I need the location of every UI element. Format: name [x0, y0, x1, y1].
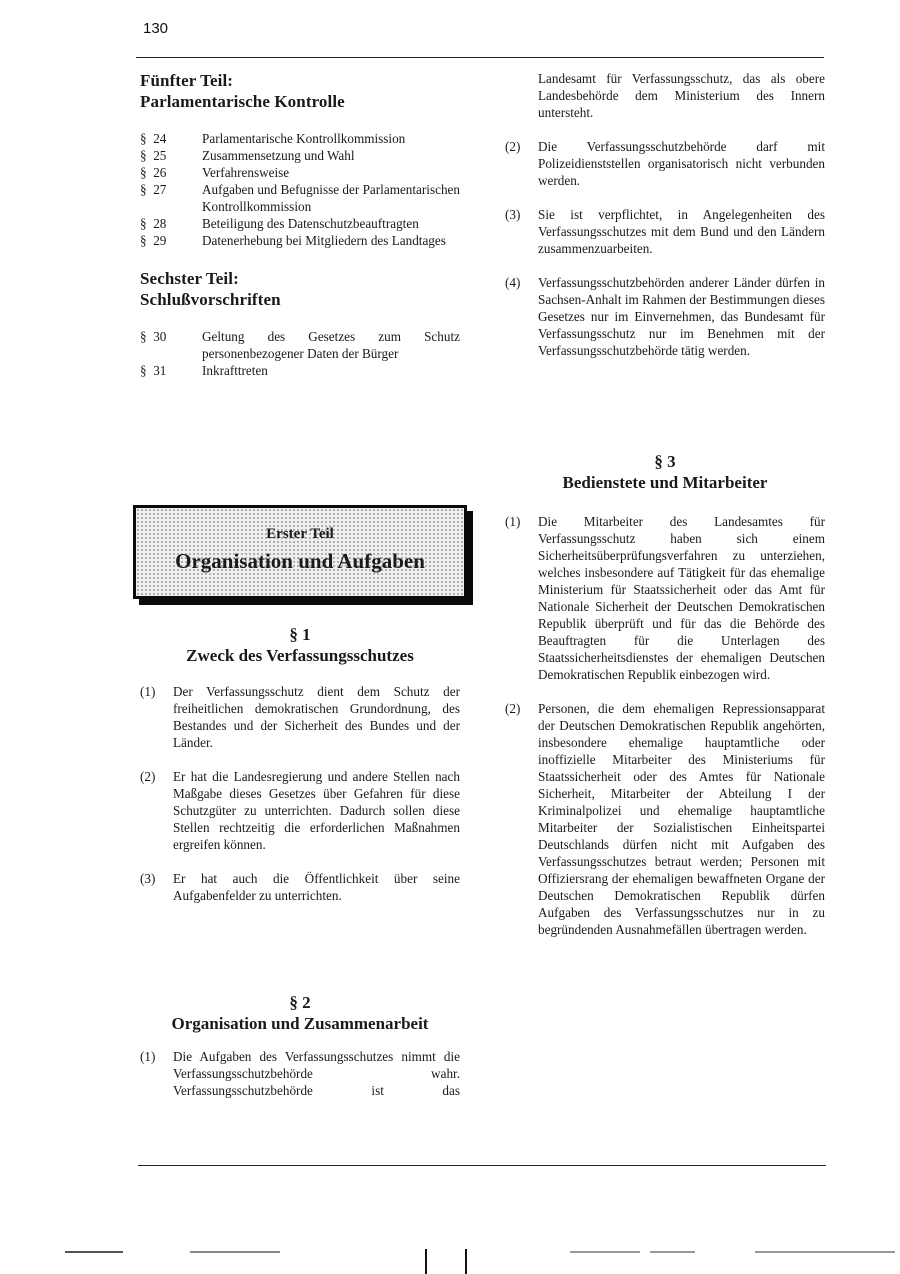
scan-bar — [425, 1249, 427, 1274]
paragraph-text: Er hat auch die Öffentlichkeit über seine Aufgabenfelder zu unterrichten. — [173, 871, 460, 903]
paragraph — [140, 1048, 460, 1099]
part-one-banner — [133, 505, 467, 599]
part-six-title: Schlußvorschriften — [140, 290, 281, 309]
section-number: § 1 — [289, 625, 311, 644]
paragraph — [505, 513, 825, 683]
toc-item — [140, 181, 460, 215]
toc-title: Aufgaben und Befugnisse der Parlamentarischen Kontrollkommission — [202, 182, 460, 214]
paragraph — [140, 683, 460, 751]
toc-number: § 28 — [140, 216, 167, 231]
toc-item — [140, 164, 460, 181]
part-six — [140, 268, 460, 379]
toc-title: Beteiligung des Datenschutzbeauftragten — [202, 216, 419, 231]
scan-mark — [570, 1251, 640, 1253]
scan-mark — [755, 1251, 895, 1253]
section-1 — [140, 624, 460, 904]
paragraph-number: (3) — [505, 207, 521, 222]
section-1-heading — [140, 624, 460, 666]
section-2 — [140, 992, 460, 1099]
paragraph — [505, 138, 825, 189]
paragraph-number: (2) — [505, 139, 521, 154]
paragraph-text: Die Mitarbeiter des Landesamtes für Verfassungsschutz haben sich einem Sicherheitsüberprüfungsverfahren zu unterziehen, welches insbesondere auf Tätigkeit für das ehemalige Ministerium für Staatssicherheit oder das Amt für Nationale Sicherheit der Deutschen Demokratischen Republik überprüft und für das die Behörde des Beauftragten für die Unterlagen des Staatssicherheitsdienstes der ehemaligen Deutschen Demokratischen Republik einbezogen wird. — [538, 514, 825, 682]
left-column — [140, 70, 460, 379]
paragraph-number: (3) — [140, 871, 156, 886]
section-3-heading — [505, 451, 825, 493]
paragraph-number: (1) — [140, 1049, 156, 1064]
section-number: § 3 — [654, 452, 676, 471]
scan-mark — [190, 1251, 280, 1253]
part-five-label: Fünfter Teil: — [140, 71, 234, 90]
section-title: Organisation und Zusammenarbeit — [171, 1014, 429, 1033]
right-column — [505, 70, 825, 359]
part-six-heading — [140, 268, 460, 310]
paragraph-text: Personen, die dem ehemaligen Repressionsapparat der Deutschen Demokratischen Republik angehörten, insbesondere ehemalige hauptamtliche oder inoffizielle Mitarbeiter des Ministeriums für Staatssicherheit oder des Amtes für Nationale Sicherheit, Mitarbeiter der Abteilung I der Kriminalpolizei und ehemalige hauptamtliche Mitarbeiter der Sozialistischen Einheitspartei Deutschlands dürfen nicht mit Aufgaben des Verfassungsschutzes betraut werden; Personen mit Offiziersrang der ehemaligen bewaffneten Organe der Deutschen Demokratischen Republik dürfen Aufgaben des Verfassungsschutzes nur in zu begründenden Ausnahmefällen übertragen werden. — [538, 701, 825, 937]
toc-item — [140, 130, 460, 147]
footer-rule — [138, 1165, 826, 1166]
toc-number: § 29 — [140, 233, 167, 248]
toc-item — [140, 328, 460, 362]
part-five-heading — [140, 70, 460, 112]
paragraph — [140, 870, 460, 904]
toc-number: § 30 — [140, 329, 167, 344]
toc-item — [140, 215, 460, 232]
paragraph — [140, 768, 460, 853]
section-title: Zweck des Verfassungsschutzes — [186, 646, 414, 665]
paragraph-text: Die Aufgaben des Verfassungsschutzes nimmt die Verfassungsschutzbehörde wahr. Verfassungsschutzbehörde ist das — [173, 1049, 460, 1098]
header-rule — [136, 57, 824, 58]
banner-box — [133, 505, 467, 599]
paragraph-text: Sie ist verpflichtet, in Angelegenheiten des Verfassungsschutzes mit dem Bund und den Ländern zusammenzuarbeiten. — [538, 207, 825, 256]
part-six-label: Sechster Teil: — [140, 269, 239, 288]
section-title: Bedienstete und Mitarbeiter — [562, 473, 768, 492]
toc-title: Datenerhebung bei Mitgliedern des Landtages — [202, 233, 446, 248]
paragraph-number: (1) — [140, 684, 156, 699]
part-five — [140, 70, 460, 249]
toc-title: Verfahrensweise — [202, 165, 290, 180]
toc-item — [140, 362, 460, 379]
paragraph — [505, 206, 825, 257]
toc-title: Zusammensetzung und Wahl — [202, 148, 355, 163]
paragraph-text: Verfassungsschutzbehörden anderer Länder dürfen in Sachsen-Anhalt im Rahmen der Bestimmungen dieses Gesetzes nur im Einvernehmen, das Bundesamt für Verfassungsschutz nur im Benehmen mit der Verfassungsschutzbehörde tätig werden. — [538, 275, 825, 358]
section-number: § 2 — [289, 993, 311, 1012]
section-2-heading — [140, 992, 460, 1034]
paragraph — [505, 700, 825, 938]
paragraph-text: Der Verfassungsschutz dient dem Schutz der freiheitlichen demokratischen Grundordnung, des Bestandes und der Sicherheit des Bundes und der Länder. — [173, 684, 460, 750]
toc-item — [140, 147, 460, 164]
paragraph-number: (1) — [505, 514, 521, 529]
toc-number: § 25 — [140, 148, 167, 163]
banner-title: Organisation und Aufgaben — [175, 549, 425, 573]
toc-title: Parlamentarische Kontrollkommission — [202, 131, 406, 146]
scan-mark — [650, 1251, 695, 1253]
paragraph-number: (2) — [505, 701, 521, 716]
paragraph-number: (2) — [140, 769, 156, 784]
toc-title: Inkrafttreten — [202, 363, 268, 378]
paragraph — [505, 274, 825, 359]
toc-number: § 27 — [140, 182, 167, 197]
part-five-toc — [140, 130, 460, 249]
toc-item — [140, 232, 460, 249]
section-3 — [505, 451, 825, 938]
paragraph-continuation: Landesamt für Verfassungsschutz, das als obere Landesbehörde dem Ministerium des Innern untersteht. — [538, 71, 825, 120]
paragraph-text: Die Verfassungsschutzbehörde darf mit Polizeidienststellen organisatorisch nicht verbunden werden. — [538, 139, 825, 188]
toc-number: § 26 — [140, 165, 167, 180]
toc-number: § 24 — [140, 131, 167, 146]
paragraph-text: Er hat die Landesregierung und andere Stellen nach Maßgabe dieses Gesetzes über Gefahren für diese Schutzgüter zu unterrichten. Dadurch sollen diese Stellen rechtzeitig die erforderlichen Maßnahmen ergreifen können. — [173, 769, 460, 852]
scan-bar — [465, 1249, 467, 1274]
page-number: 130 — [143, 20, 169, 37]
part-five-title: Parlamentarische Kontrolle — [140, 92, 345, 111]
scan-mark — [65, 1251, 123, 1253]
toc-title: Geltung des Gesetzes zum Schutz personenbezogener Daten der Bürger — [202, 329, 460, 361]
paragraph-number: (4) — [505, 275, 521, 290]
part-six-toc — [140, 328, 460, 379]
toc-number: § 31 — [140, 363, 167, 378]
banner-label: Erster Teil — [266, 526, 334, 542]
